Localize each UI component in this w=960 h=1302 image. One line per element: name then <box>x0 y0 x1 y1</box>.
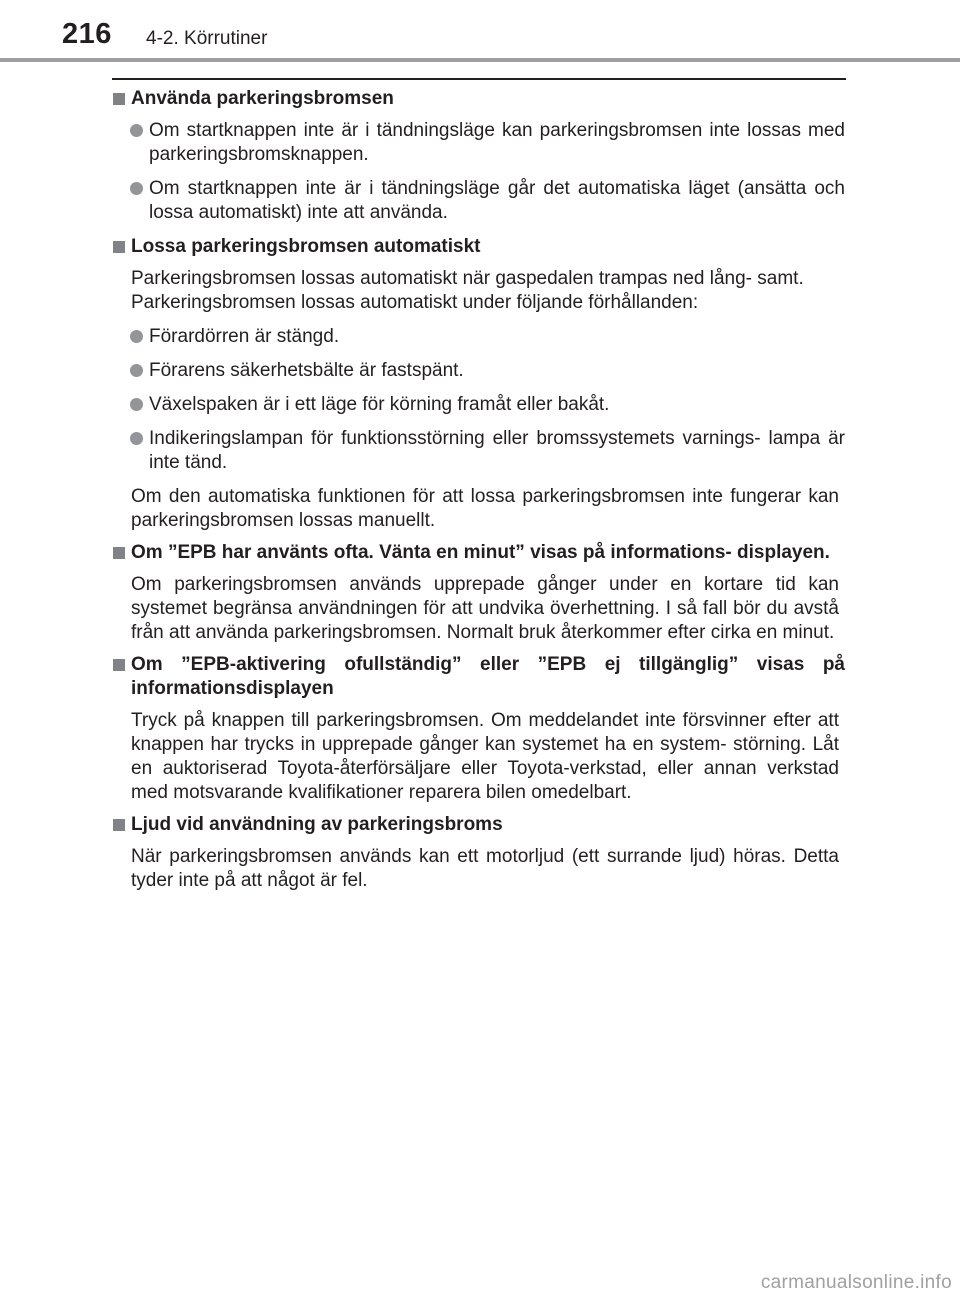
circle-bullet-icon <box>130 398 143 411</box>
circle-bullet-icon <box>130 364 143 377</box>
watermark: carmanualsonline.info <box>760 1272 952 1293</box>
section-auto-release <box>111 235 845 533</box>
list-item <box>111 359 845 383</box>
section-rule <box>112 78 846 80</box>
square-bullet-icon <box>113 93 125 105</box>
list-item-text: Om startknappen inte är i tändningsläge går det automatiska läget (ansätta och lossa automatiskt) inte att använda. <box>149 178 845 223</box>
heading-text: Om ”EPB har använts ofta. Vänta en minut” visas på informations- displayen. <box>131 542 830 563</box>
chapter-title: 4-2. Körrutiner <box>146 28 268 49</box>
circle-bullet-icon <box>130 432 143 445</box>
heading-text: Ljud vid användning av parkeringsbroms <box>131 814 503 835</box>
list-item-text: Indikeringslampan för funktionsstörning eller bromssystemets varnings- lampa är inte tänd. <box>149 428 845 473</box>
section-parking-brake-use <box>111 87 845 225</box>
section-heading <box>111 813 845 837</box>
section-brake-sound <box>111 813 845 893</box>
paragraph: Parkeringsbromsen lossas automatiskt när gaspedalen trampas ned lång- samt. <box>131 268 804 289</box>
section-heading <box>111 235 845 259</box>
section-heading <box>111 87 845 111</box>
circle-bullet-icon <box>130 182 143 195</box>
section-epb-used-often <box>111 541 845 645</box>
paragraph: Parkeringsbromsen lossas automatiskt under följande förhållanden: <box>131 292 699 313</box>
square-bullet-icon <box>113 241 125 253</box>
list-item-text: Förarens säkerhetsbälte är fastspänt. <box>149 360 464 381</box>
page-content <box>111 87 845 901</box>
heading-text: Om ”EPB-aktivering ofullständig” eller ”EPB ej tillgänglig” visas på informationsdisplayen <box>131 654 845 699</box>
square-bullet-icon <box>113 819 125 831</box>
list-item <box>111 119 845 167</box>
section-heading <box>111 653 845 701</box>
list-item-text: Om startknappen inte är i tändningsläge kan parkeringsbromsen inte lossas med parkeringsbromsknappen. <box>149 120 845 165</box>
list-item <box>111 427 845 475</box>
circle-bullet-icon <box>130 330 143 343</box>
paragraph: Tryck på knappen till parkeringsbromsen. Om meddelandet inte försvinner efter att knappen har trycks in upprepade gånger kan systemet ha en system- störning. Låt en auktoriserad Toyota-återförsäljare eller Toyota-verkstad, eller annan verkstad med motsvarande kvalifikationer reparera bilen omedelbart. <box>131 710 839 803</box>
square-bullet-icon <box>113 659 125 671</box>
square-bullet-icon <box>113 547 125 559</box>
heading-text: Använda parkeringsbromsen <box>131 88 394 109</box>
section-heading <box>111 541 845 565</box>
list-item <box>111 393 845 417</box>
section-epb-incomplete <box>111 653 845 805</box>
list-item <box>111 177 845 225</box>
heading-text: Lossa parkeringsbromsen automatiskt <box>131 236 481 257</box>
list-item-text: Växelspaken är i ett läge för körning framåt eller bakåt. <box>149 394 610 415</box>
list-item-text: Förardörren är stängd. <box>149 326 340 347</box>
list-item <box>111 325 845 349</box>
paragraph: Om den automatiska funktionen för att lossa parkeringsbromsen inte fungerar kan parkeringsbromsen lossas manuellt. <box>131 486 839 531</box>
page-number: 216 <box>62 18 112 50</box>
paragraph: När parkeringsbromsen används kan ett motorljud (ett surrande ljud) höras. Detta tyder inte på att något är fel. <box>131 846 839 891</box>
header-rule <box>0 58 960 62</box>
paragraph: Om parkeringsbromsen används upprepade gånger under en kortare tid kan systemet begränsa användningen för att undvika överhettning. I så fall bör du avstå från att använda parkeringsbromsen. Normalt bruk återkommer efter cirka en minut. <box>131 574 839 643</box>
circle-bullet-icon <box>130 124 143 137</box>
